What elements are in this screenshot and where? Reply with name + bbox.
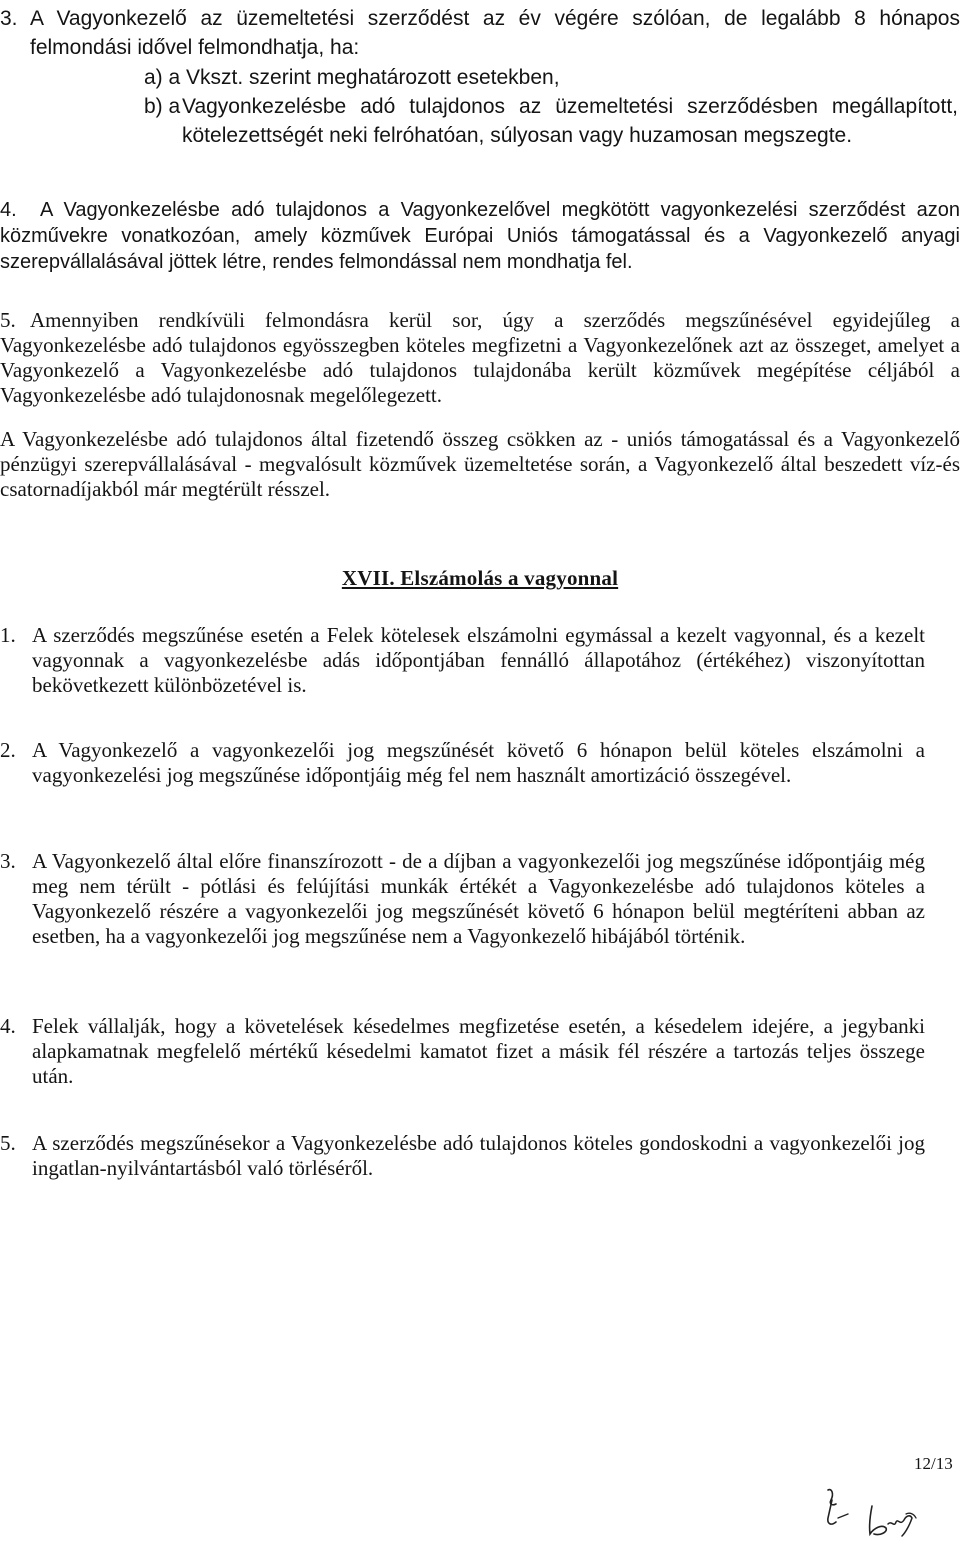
section-item: [0, 623, 925, 698]
item-text: A Vagyonkezelő által előre finanszírozott - de a díjban a vagyonkezelői jog megszűnése időpontjáig még meg nem térült - pótlási és felújítási munkák értékét a Vagyonkezelésbe adó tulajdonos köteles a Vagyonkezelő részére a vagyonkezelői jog megszűnését követő 6 hónapon belül megtéríteni abban az esetben, ha a vagyonkezelői jog megszűnése nem a Vagyonkezelő hibájából történik.: [32, 849, 925, 948]
section-heading: XVII. Elszámolás a vagyonnal: [341, 566, 619, 590]
item-5: [0, 308, 960, 408]
item-number: 4.: [0, 199, 17, 221]
item-text: A Vagyonkezelő az üzemeltetési szerződést az év végére szólóan, de legalább 8 hónapos felmondási idővel felmondhatja, ha:: [30, 7, 960, 59]
item-number: 5.: [0, 308, 16, 332]
item-5-continuation: A Vagyonkezelésbe adó tulajdonos által fizetendő összeg csökken az - uniós támogatással és a Vagyonkezelő pénzügyi szerepvállalásával - megvalósult közművek üzemeltetése során, a Vagyonkezelő által beszedett víz-és csatornadíjakból már megtérült résszel.: [0, 427, 960, 501]
item-text: A Vagyonkezelésbe adó tulajdonos a Vagyonkezelővel megkötött vagyonkezelési szerződést azon közművekre vonatkozóan, amely közművek Európai Uniós támogatással és a Vagyonkezelő anyagi szerepvállalásával jöttek létre, rendes felmondással nem mondhatja fel.: [0, 199, 960, 273]
item-number: 4.: [0, 1014, 16, 1038]
item-3: [0, 4, 960, 62]
handwritten-initials: [822, 1484, 932, 1538]
subitem-text: Vagyonkezelésbe adó tulajdonos az üzemeltetési szerződésben megállapított, kötelezettségét neki felróhatóan, súlyosan vagy huzamosan megszegte.: [182, 95, 958, 147]
item-4: [0, 197, 960, 275]
section-item: [0, 1014, 925, 1089]
subitem-label: b) a: [144, 95, 181, 118]
section-item: [0, 849, 925, 949]
item-text: A szerződés megszűnésekor a Vagyonkezelésbe adó tulajdonos köteles gondoskodni a vagyonkezelői jog ingatlan-nyilvántartásból való törléséről.: [32, 1131, 925, 1180]
item-text: Felek vállalják, hogy a követelések késedelmes megfizetése esetén, a késedelem idejére, a jegybanki alapkamatnak megfelelő mértékű késedelmi kamatot fizet a másik fél részére a tartozás teljes összege után.: [32, 1014, 925, 1088]
section-item: [0, 1131, 925, 1181]
item-text: Amennyiben rendkívüli felmondásra kerül sor, úgy a szerződés megszűnésével egyidejűleg a Vagyonkezelésbe adó tulajdonos egyösszegben köteles megfizetni a Vagyonkezelőnek azt az összeget, amelyet a Vagyonkezelő a Vagyonkezelésbe adó tulajdonos tulajdonába került közművek megépítése céljából a Vagyonkezelésbe adó tulajdonosnak megelőlegezett.: [0, 308, 960, 407]
section-item: [0, 738, 925, 788]
item-number: 1.: [0, 623, 16, 647]
subitem-a: a) a Vkszt. szerint meghatározott esetekben,: [144, 66, 560, 89]
item-text: A szerződés megszűnése esetén a Felek kötelesek elszámolni egymással a kezelt vagyonnal, és a kezelt vagyonnak a vagyonkezelésbe adás időpontjában fennálló állapotához (értékéhez) viszonyítottan bekövetkezett különbözetével is.: [32, 623, 925, 697]
item-number: 3.: [0, 849, 16, 873]
item-number: 3.: [0, 7, 18, 30]
item-number: 5.: [0, 1131, 16, 1155]
subitem-b: [144, 92, 958, 150]
item-number: 2.: [0, 738, 16, 762]
page-number: 12/13: [914, 1454, 953, 1473]
item-text: A Vagyonkezelő a vagyonkezelői jog megszűnését követő 6 hónapon belül köteles elszámolni a vagyonkezelési jog megszűnése időpontjáig még fel nem használt amortizáció összegével.: [32, 738, 925, 787]
